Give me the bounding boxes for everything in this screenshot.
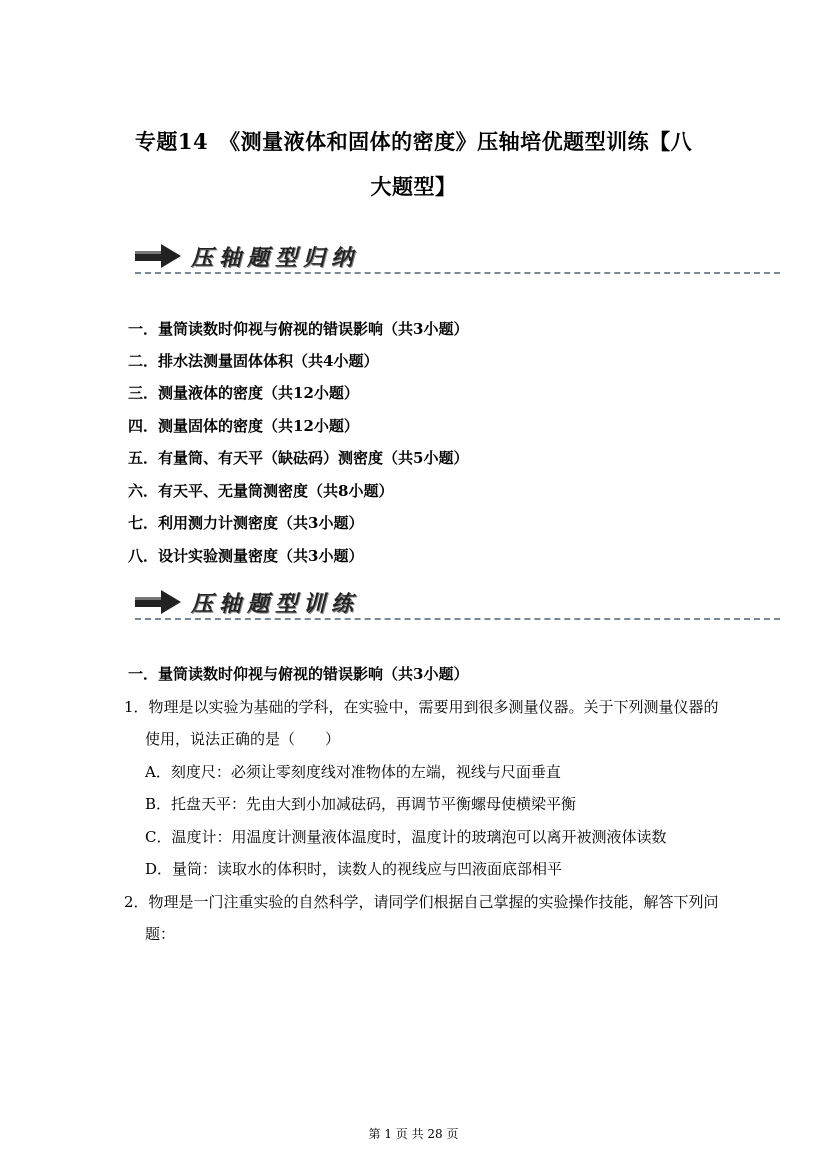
question-2-line2: 题：: [145, 925, 176, 943]
toc-item-5[interactable]: 五．有量筒、有天平（缺砝码）测密度（共5小题）: [128, 449, 469, 467]
question-1-option-a: A．刻度尺：必须让零刻度线对准物体的左端，视线与尺面垂直: [145, 763, 561, 781]
question-1-line2: 使用，说法正确的是（ ）: [145, 730, 341, 748]
toc-item-8[interactable]: 八．设计实验测量密度（共3小题）: [128, 547, 364, 565]
toc-item-1[interactable]: 一．量筒读数时仰视与俯视的错误影响（共3小题）: [128, 320, 469, 338]
summary-banner: [135, 238, 780, 274]
question-1-line1: 1．物理是以实验为基础的学科，在实验中，需要用到很多测量仪器。关于下列测量仪器的: [124, 698, 719, 716]
training-banner-text: 压轴题型训练: [191, 591, 360, 617]
question-1-option-b: B．托盘天平：先由大到小加减砝码，再调节平衡螺母使横梁平衡: [145, 795, 577, 813]
question-2-line1: 2．物理是一门注重实验的自然科学，请同学们根据自己掌握的实验操作技能，解答下列问: [124, 893, 719, 911]
training-banner: [135, 584, 780, 620]
toc-item-6[interactable]: 六．有天平、无量筒测密度（共8小题）: [128, 482, 394, 500]
page-title-line2: 大题型】: [370, 174, 457, 199]
page-footer: 第 1 页 共 28 页: [368, 1127, 459, 1141]
toc-item-2[interactable]: 二．排水法测量固体体积（共4小题）: [128, 352, 379, 370]
toc-item-4[interactable]: 四．测量固体的密度（共12小题）: [128, 417, 359, 435]
toc-item-7[interactable]: 七．利用测力计测密度（共3小题）: [128, 514, 364, 532]
section-heading: 一．量筒读数时仰视与俯视的错误影响（共3小题）: [128, 665, 469, 683]
summary-banner-text: 压轴题型归纳: [191, 245, 360, 271]
arrow-right-icon: [135, 242, 181, 270]
page-title-line1: 专题14 《测量液体和固体的密度》压轴培优题型训练【八: [134, 129, 693, 154]
question-1-option-c: C．温度计：用温度计测量液体温度时，温度计的玻璃泡可以离开被测液体读数: [145, 828, 667, 846]
question-1-option-d: D．量筒：读取水的体积时，读数人的视线应与凹液面底部相平: [145, 860, 563, 878]
arrow-right-icon: [135, 588, 181, 616]
banner-divider: [135, 272, 780, 274]
banner-divider: [135, 618, 780, 620]
toc-item-3[interactable]: 三．测量液体的密度（共12小题）: [128, 384, 359, 402]
